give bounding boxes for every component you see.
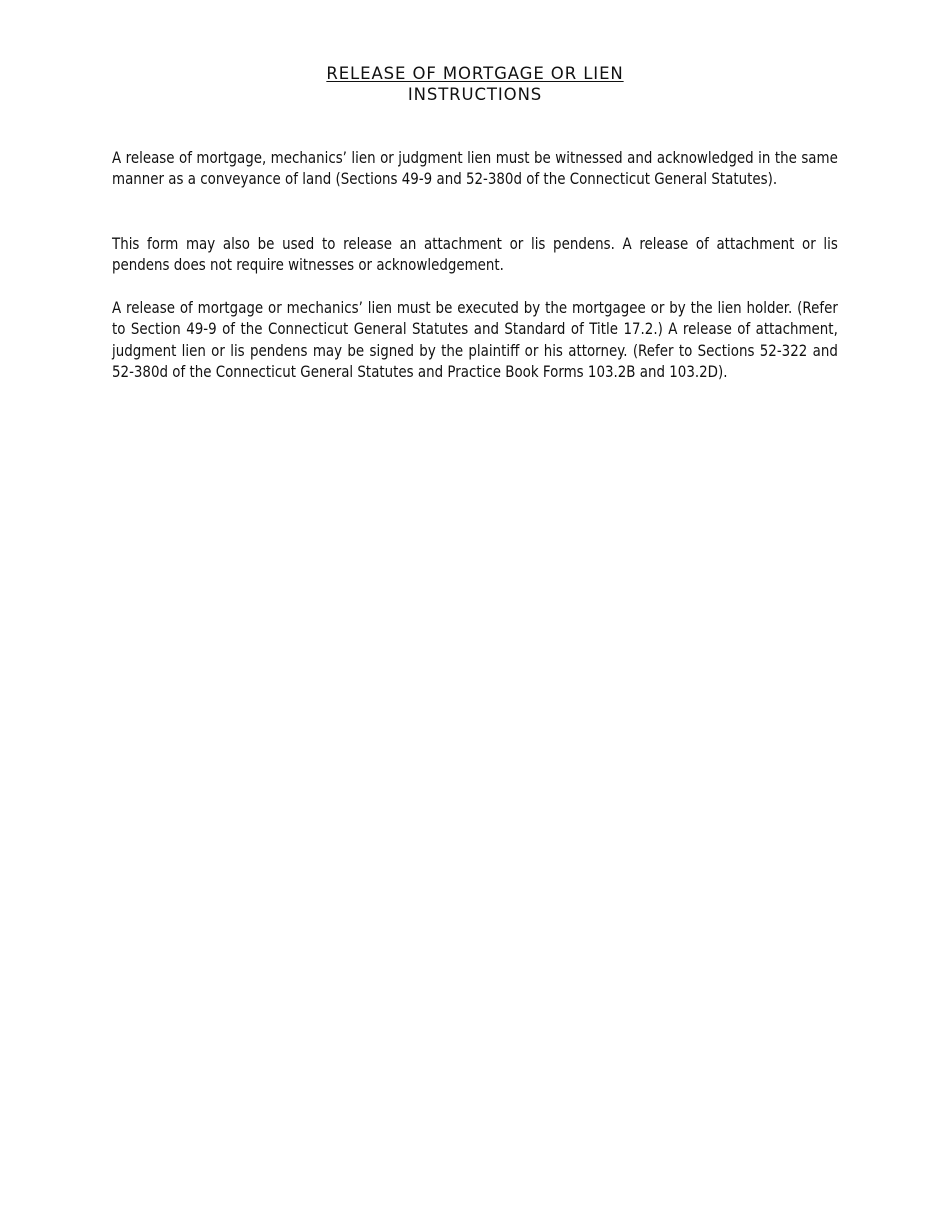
instruction-paragraph-2: This form may also be used to release an attachment or lis pendens. A release of attachment or lis pendens does not require witnesses or acknowledgement. <box>112 235 838 275</box>
document-subtitle: INSTRUCTIONS <box>407 85 543 104</box>
title-block <box>0 63 950 105</box>
document-title: RELEASE OF MORTGAGE OR LIEN <box>326 64 624 83</box>
instruction-paragraph-1: A release of mortgage, mechanics’ lien or judgment lien must be witnessed and acknowledged in the same manner as a conveyance of land (Sections 49-9 and 52-380d of the Connecticut General Statutes). <box>112 149 838 189</box>
instruction-paragraph-3: A release of mortgage or mechanics’ lien must be executed by the mortgagee or by the lien holder. (Refer to Section 49-9 of the Connecticut General Statutes and Standard of Title 17.2.) A release of attachment, judgment lien or lis pendens may be signed by the plaintiff or his attorney. (Refer to Sections 52-322 and 52-380d of the Connecticut General Statutes and Practice Book Forms 103.2B and 103.2D). <box>112 299 838 382</box>
